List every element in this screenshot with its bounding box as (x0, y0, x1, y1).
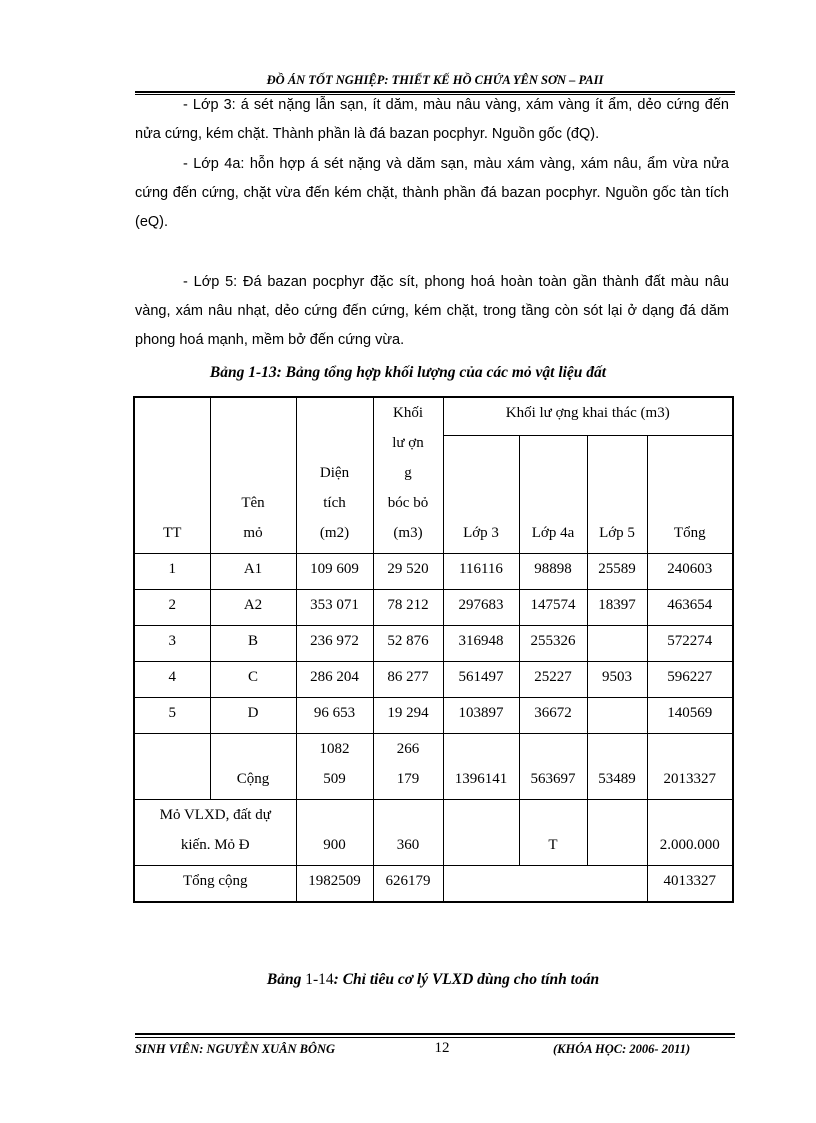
cell-boc-bo: 86 277 (373, 662, 443, 698)
cell-lop-4a: 25227 (519, 662, 587, 698)
table-row-tong-cong (134, 866, 733, 903)
table-1-caption: Bảng 1-13: Bảng tổng hợp khối lượng của các mỏ vật liệu đất (209, 364, 607, 381)
cell-tt: 2 (134, 590, 210, 626)
cell-tt: 5 (134, 698, 210, 734)
cell-lop-5: 9503 (587, 662, 647, 698)
table-header-row-1 (134, 397, 733, 436)
header-dien-tich: Diện tích (m2) (296, 397, 373, 554)
cell-vlxd-label: Mỏ VLXD, đất dự kiến. Mỏ Đ (134, 800, 296, 866)
cell-lop-3: 297683 (443, 590, 519, 626)
paragraph-lop-4a: - Lớp 4a: hỗn hợp á sét nặng và dăm sạn, màu xám vàng, xám nâu, ẩm vừa nửa cứng đến cứng, chặt vừa đến kém chặt, thành phần đá bazan pocphyr. Nguồn gốc tàn tích (eQ). (135, 156, 729, 230)
cell-boc-bo: 19 294 (373, 698, 443, 734)
cell-dien-tich: 1082 509 (296, 734, 373, 800)
cell-lop-5 (587, 800, 647, 866)
cell-lop-3: 116116 (443, 554, 519, 590)
cell-tong-cong-label: Tổng cộng (134, 866, 296, 903)
cell-lop-4a: 36672 (519, 698, 587, 734)
cell-tt (134, 734, 210, 800)
cell-dien-tich: 286 204 (296, 662, 373, 698)
cell-lop-4a: 147574 (519, 590, 587, 626)
table-row (134, 626, 733, 662)
cell-boc-bo: 52 876 (373, 626, 443, 662)
table-row-cong (134, 734, 733, 800)
cell-dien-tich: 900 (296, 800, 373, 866)
footer-rule-bottom (135, 1037, 735, 1038)
table-row (134, 662, 733, 698)
cell-lop-3: 103897 (443, 698, 519, 734)
cell-tong: 463654 (647, 590, 733, 626)
paragraph-lop-3: - Lớp 3: á sét nặng lẫn sạn, ít dăm, màu nâu vàng, xám vàng ít ẩm, dẻo cứng đến nửa cứng, kém chặt. Thành phần là đá bazan pocphyr. Nguồn gốc (đQ). (135, 97, 729, 142)
footer-rule-top (135, 1033, 735, 1035)
page-number: 12 (434, 1040, 450, 1056)
cell-cong-label: Cộng (210, 734, 296, 800)
header-khoi-luong-khai-thac: Khối lư ợng khai thác (m3) (443, 397, 733, 436)
table-row (134, 590, 733, 626)
cell-lop-3 (443, 800, 519, 866)
cell-lop-5: 18397 (587, 590, 647, 626)
table-row (134, 554, 733, 590)
cell-lop-4a: 255326 (519, 626, 587, 662)
header-tt: TT (134, 397, 210, 554)
cell-tong: 140569 (647, 698, 733, 734)
cell-boc-bo: 78 212 (373, 590, 443, 626)
table-row-vlxd (134, 800, 733, 866)
cell-dien-tich: 109 609 (296, 554, 373, 590)
cell-ten-mo: C (210, 662, 296, 698)
cell-lop-3: 1396141 (443, 734, 519, 800)
cell-lop-4a: 98898 (519, 554, 587, 590)
cell-dien-tich: 1982509 (296, 866, 373, 903)
cell-tong: 4013327 (647, 866, 733, 903)
cell-lop-5: 25589 (587, 554, 647, 590)
cell-lop-5 (587, 698, 647, 734)
cell-tt: 1 (134, 554, 210, 590)
cell-lop-empty (443, 866, 647, 903)
cell-dien-tich: 236 972 (296, 626, 373, 662)
cell-ten-mo: A1 (210, 554, 296, 590)
header-ten-mo: Tên mỏ (210, 397, 296, 554)
cell-tong: 240603 (647, 554, 733, 590)
cell-ten-mo: B (210, 626, 296, 662)
cell-boc-bo: 360 (373, 800, 443, 866)
cell-lop-5: 53489 (587, 734, 647, 800)
cell-boc-bo: 29 520 (373, 554, 443, 590)
header-tong: Tổng (647, 436, 733, 554)
header-lop-3: Lớp 3 (443, 436, 519, 554)
cell-tt: 4 (134, 662, 210, 698)
header-lop-5: Lớp 5 (587, 436, 647, 554)
cell-lop-4a: T (519, 800, 587, 866)
header-lop-4a: Lớp 4a (519, 436, 587, 554)
cell-boc-bo: 266 179 (373, 734, 443, 800)
header-khoi-luong-boc-bo: Khối lư ợn g bóc bỏ (m3) (373, 397, 443, 554)
volume-summary-table (133, 396, 734, 903)
cell-lop-4a: 563697 (519, 734, 587, 800)
table-row (134, 698, 733, 734)
page-header-title: ĐỒ ÁN TỐT NGHIỆP: THIẾT KẾ HỒ CHỨA YÊN SƠN – PAII (266, 73, 604, 87)
cell-tong: 596227 (647, 662, 733, 698)
cell-lop-3: 316948 (443, 626, 519, 662)
cell-lop-3: 561497 (443, 662, 519, 698)
cell-ten-mo: A2 (210, 590, 296, 626)
cell-dien-tich: 96 653 (296, 698, 373, 734)
cell-dien-tich: 353 071 (296, 590, 373, 626)
table-2-caption: Bảng 1-14: Chỉ tiêu cơ lý VLXD dùng cho tính toán (266, 971, 600, 988)
cell-ten-mo: D (210, 698, 296, 734)
cell-tong: 2.000.000 (647, 800, 733, 866)
paragraph-lop-5: - Lớp 5: Đá bazan pocphyr đặc sít, phong hoá hoàn toàn gần thành đất màu nâu vàng, xám nâu nhạt, dẻo cứng đến cứng, kém chặt, trong tầng còn sót lại ở dạng đá dăm phong hoá mạnh, mềm bở đến cứng vừa. (135, 274, 729, 348)
cell-boc-bo: 626179 (373, 866, 443, 903)
cell-tong: 572274 (647, 626, 733, 662)
cell-lop-5 (587, 626, 647, 662)
cell-tt: 3 (134, 626, 210, 662)
footer-student: SINH VIÊN: NGUYỄN XUÂN BÔNG (135, 1042, 336, 1056)
footer-course: (KHÓA HỌC: 2006- 2011) (553, 1042, 691, 1056)
cell-tong: 2013327 (647, 734, 733, 800)
